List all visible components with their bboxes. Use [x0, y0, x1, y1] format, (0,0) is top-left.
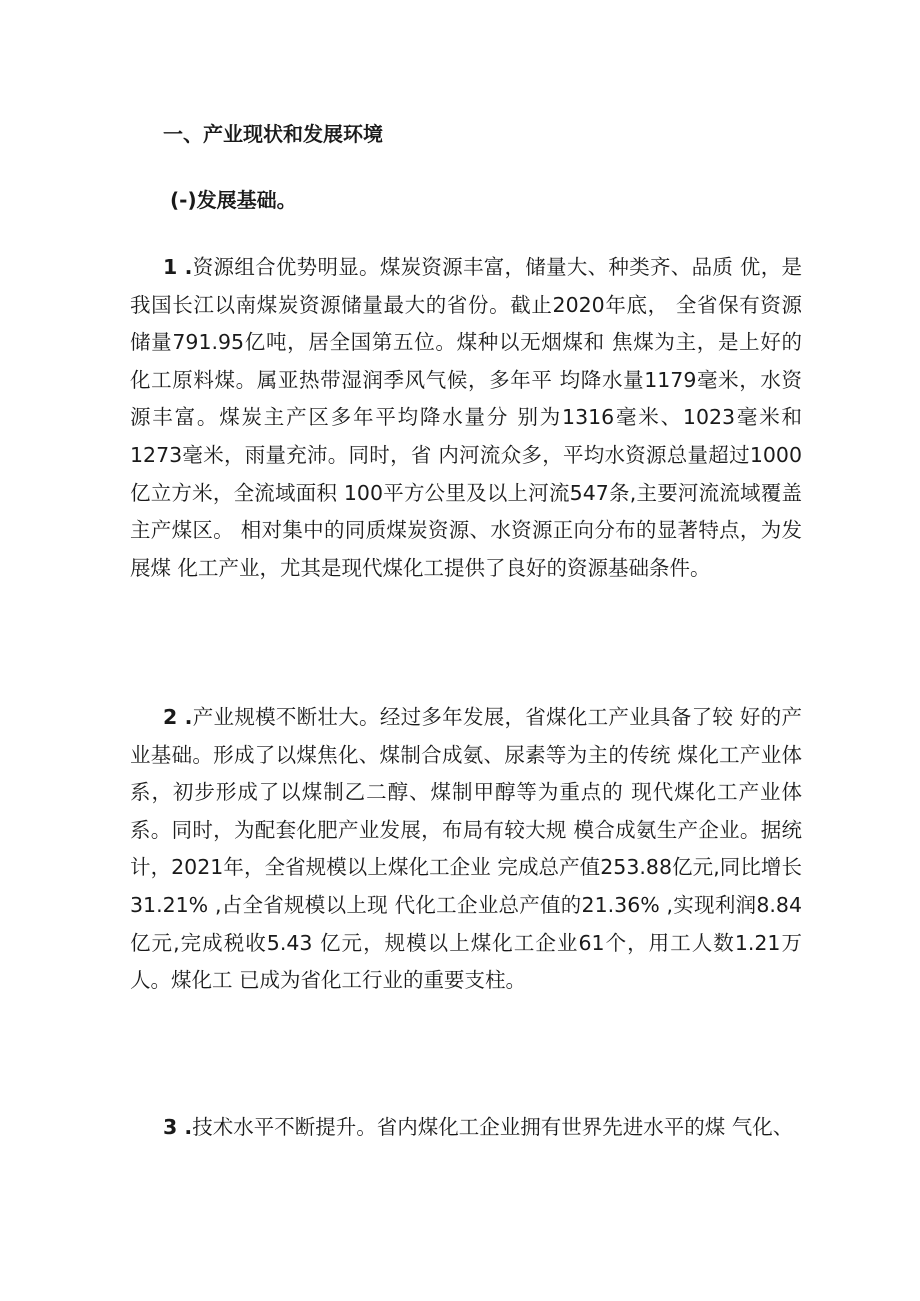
paragraph-number: 2 .: [163, 705, 193, 729]
paragraph-number: 1 .: [163, 255, 193, 279]
paragraph-industry-scale: [130, 699, 802, 1000]
paragraph-text: 资源组合优势明显。煤炭资源丰富，储量大、种类齐、品质 优，是我国长江以南煤炭资源储量最大的省份。截止2020年底， 全省保有资源储量791.95亿吨，居全国第五位。煤种以无烟煤和 焦煤为主，是上好的化工原料煤。属亚热带湿润季风气候，多年平 均降水量1179毫米，水资源丰富。煤炭主产区多年平均降水量分 别为1316毫米、1023毫米和1273毫米，雨量充沛。同时，省 内河流众多，平均水资源总量超过1000亿立方米，全流域面积 100平方公里及以上河流547条,主要河流流域覆盖主产煤区。 相对集中的同质煤炭资源、水资源正向分布的显著特点，为发展煤 化工产业，尤其是现代煤化工提供了良好的资源基础条件。: [130, 255, 802, 580]
paragraph-text: 技术水平不断提升。省内煤化工企业拥有世界先进水平的煤 气化、: [192, 1115, 794, 1139]
section-heading: 一、产业现状和发展环境: [163, 122, 383, 146]
paragraph-technology: [130, 1109, 802, 1147]
paragraph-text: 产业规模不断壮大。经过多年发展，省煤化工产业具备了较 好的产业基础。形成了以煤焦化、煤制合成氨、尿素等为主的传统 煤化工产业体系，初步形成了以煤制乙二醇、煤制甲醇等为重点的 现代煤化工产业体系。同时，为配套化肥产业发展，布局有较大规 模合成氨生产企业。据统计，2021年，全省规模以上煤化工企业 完成总产值253.88亿元,同比增长31.21% ,占全省规模以上现 代化工企业总产值的21.36% ,实现利润8.84亿元,完成税收5.43 亿元，规模以上煤化工企业61个，用工人数1.21万人。煤化工 已成为省化工行业的重要支柱。: [130, 705, 802, 993]
paragraph-number: 3 .: [163, 1115, 193, 1139]
paragraph-resources: [130, 249, 802, 587]
subsection-heading: (-)发展基础。: [170, 188, 297, 212]
